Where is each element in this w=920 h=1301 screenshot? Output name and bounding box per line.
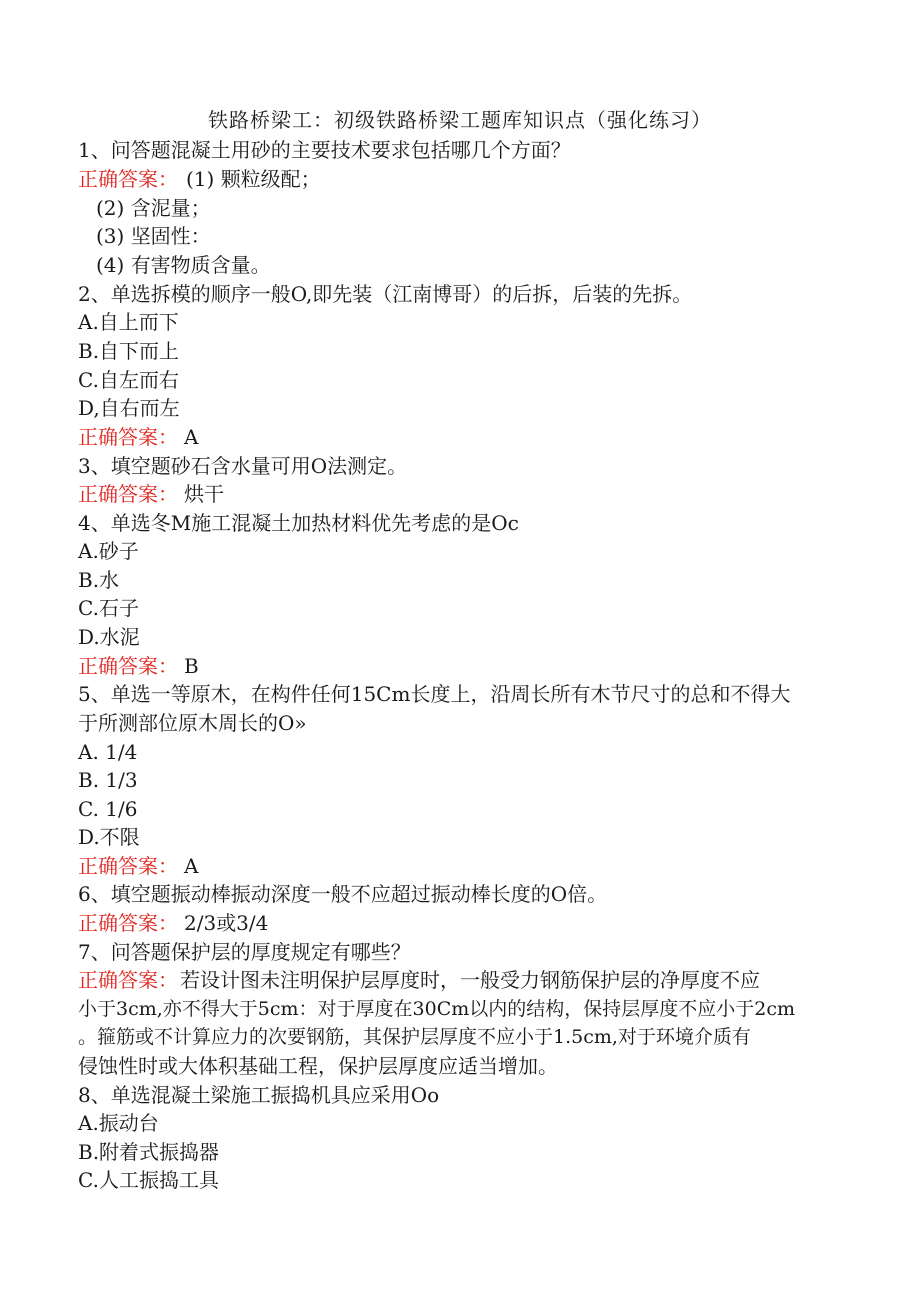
- answer-label: 正确答案：: [78, 167, 178, 191]
- answer-label: 正确答案：: [78, 425, 178, 449]
- answer-row: [78, 909, 268, 937]
- option: A.砂子: [78, 539, 139, 563]
- answer-label: 正确答案：: [78, 911, 178, 935]
- answer-value: A: [184, 854, 199, 878]
- option: D.水泥: [78, 625, 140, 649]
- option: A. 1/4: [78, 740, 138, 764]
- option: A.振动台: [78, 1111, 159, 1135]
- answer-label: 正确答案：: [78, 968, 178, 992]
- question-1: 1、问答题混凝土用砂的主要技术要求包括哪几个方面？: [78, 138, 571, 162]
- question-7: 7、问答题保护层的厚度规定有哪些？: [78, 940, 411, 964]
- answer-value: B: [184, 654, 199, 678]
- option: C.人工振捣工具: [78, 1168, 219, 1192]
- answer-row: [78, 652, 199, 680]
- answer-row: [78, 423, 198, 451]
- answer-text: (3) 坚固性：: [96, 224, 211, 248]
- question-8: 8、单选混凝土梁施工振捣机具应采用Oo: [78, 1083, 440, 1107]
- option: B. 1/3: [78, 768, 138, 792]
- option: B.水: [78, 568, 120, 592]
- question-4: 4、单选冬M施工混凝土加热材料优先考虑的是Oc: [78, 511, 519, 535]
- answer-text: (2) 含泥量；: [96, 196, 211, 220]
- question-5: 5、单选一等原木，在构件任何15Cm长度上，沿周长所有木节尺寸的总和不得大: [78, 682, 791, 706]
- answer-row: [78, 966, 760, 994]
- option: D,自右而左: [78, 396, 180, 420]
- answer-label: 正确答案：: [78, 654, 178, 678]
- option: B.附着式振捣器: [78, 1140, 220, 1164]
- option: C. 1/6: [78, 797, 138, 821]
- answer-text: 侵蚀性时或大体积基础工程，保护层厚度应适当增加。: [78, 1054, 558, 1078]
- answer-text: 若设计图未注明保护层厚度时，一般受力钢筋保护层的净厚度不应: [180, 968, 760, 992]
- option: A.自上而下: [78, 310, 179, 334]
- answer-text: 。箍筋或不计算应力的次要钢筋，其保护层厚度不应小于1.5cm,对于环境介质有: [78, 1026, 751, 1048]
- option: B.自下而上: [78, 339, 180, 363]
- question-6: 6、填空题振动棒振动深度一般不应超过振动棒长度的O倍。: [78, 882, 608, 906]
- question-2: 2、单选拆模的顺序一般O,即先装（江南博哥）的后拆，后装的先拆。: [78, 282, 693, 306]
- answer-row: [78, 165, 321, 193]
- option: D.不限: [78, 825, 140, 849]
- answer-value: A: [184, 425, 199, 449]
- answer-text: (4) 有害物质含量。: [96, 253, 271, 277]
- document-title: 铁路桥梁工：初级铁路桥梁工题库知识点（强化练习）: [208, 108, 712, 132]
- answer-label: 正确答案：: [78, 482, 178, 506]
- option: C.石子: [78, 596, 139, 620]
- answer-value: 烘干: [184, 482, 224, 506]
- answer-label: 正确答案：: [78, 854, 178, 878]
- answer-value: 2/3或3/4: [184, 911, 269, 935]
- question-3: 3、填空题砂石含水量可用O法测定。: [78, 454, 408, 478]
- option: C.自左而右: [78, 368, 179, 392]
- answer-row: [78, 480, 224, 508]
- answer-text: (1) 颗粒级配；: [186, 167, 321, 191]
- answer-text: 小于3cm,亦不得大于5cm：对于厚度在30Cm以内的结构，保持层厚度不应小于2cm: [78, 998, 796, 1020]
- answer-row: [78, 852, 198, 880]
- question-5-cont: 于所测部位原木周长的O»: [78, 711, 307, 735]
